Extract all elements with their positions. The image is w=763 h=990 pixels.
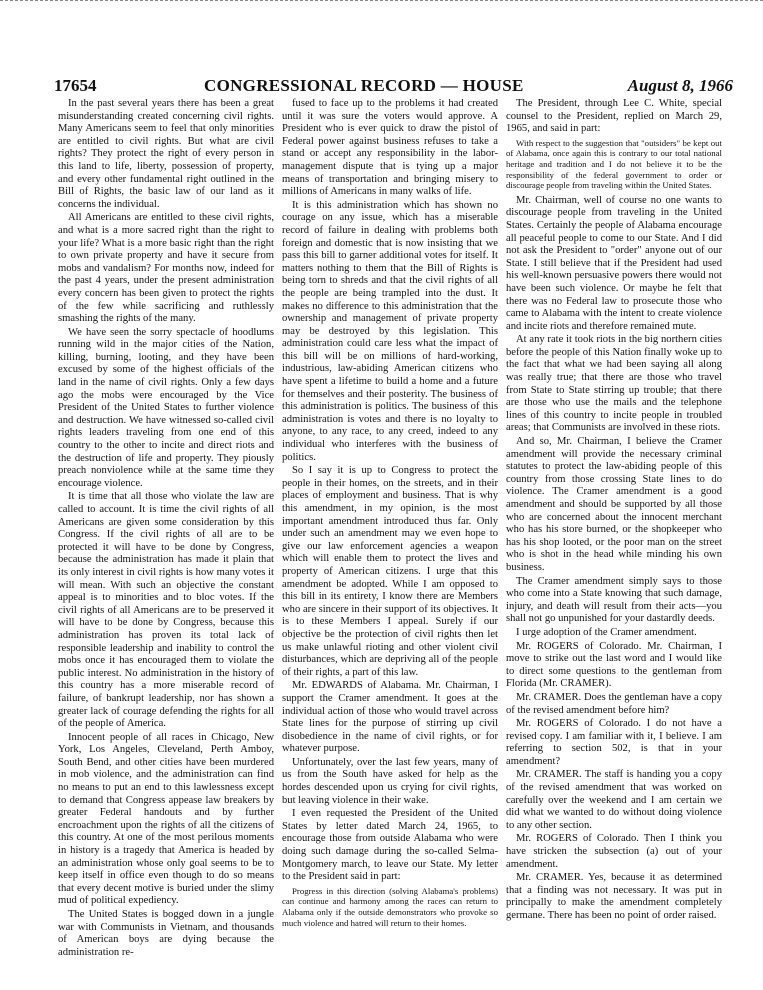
paragraph: Mr. CRAMER. Yes, because it as determined that a finding was not necessary. It was put in principally to make the amendment completely germane. There has been no point of order raised. [506, 872, 722, 921]
paragraph: We have seen the sorry spectacle of hoodlums running wild in the major cities of the Nation, killing, burning, looting, and they have been excused by some of the highest officials of the land in the name of civil rights. Only a few days ago the mobs were encouraged by the Vice President of the United States to further violence and destruction. We have witnessed so-called civil rights leaders traveling from one end of this country to the other to incite and direct riots and the destruction of life and property. They piously preach nonviolence while at the same time they encourage violence. [58, 326, 274, 489]
paragraph: Mr. CRAMER. The staff is handing you a copy of the revised amendment that was worked on carefully over the weekend and I am certain we did what we wanted to do without doing violence to any other section. [506, 769, 722, 831]
paragraph: And so, Mr. Chairman, I believe the Cramer amendment will provide the necessary criminal statutes to protect the law-abiding people of this country from those crossing State lines to do violence. The Cramer amendment is a good amendment and should be supported by all those who are concerned about the innocent merchant who has his store burned, or the shopkeeper who has his shop looted, or the poor man on the street who is shot in the head while minding his own business. [506, 436, 722, 573]
paragraph: Mr. Chairman, well of course no one wants to discourage people from traveling in the United States. Certainly the people of Alabama encourage all peaceful people to come to our State. And I did not ask the President to "order" anyone out of our State. I still believe that if the President had used his well-known persuasive powers there would not have been such violence. Or maybe he felt that there was no Federal law to prosecute those who came to Alabama with the intent to create violence and incite riots and therefore remained mute. [506, 194, 722, 332]
page-date: August 8, 1966 [627, 76, 733, 95]
paragraph: In the past several years there has been a great misunderstanding created concerning civil rights. Many Americans seem to feel that only minorities are entitled to civil rights. But what are civil rights? They protect the right of every person in this land to life, liberty, possession of property, and every other fundamental right outlined in the Bill of Rights, the basic law of our land as it concerns the individual. [58, 98, 274, 210]
paragraph: The United States is bogged down in a jungle war with Communists in Vietnam, and thousands of American boys are dying because the administration re- [58, 909, 274, 958]
block-quote: With respect to the suggestion that "outsiders" be kept out of Alabama, once again this is contrary to our total national heritage and tradition and I do not believe it to be the responsibility of the federal government to order or discourage people from traveling within the United States. [506, 137, 722, 191]
paragraph: fused to face up to the problems it had created until it was sure the voters would approve. A President who is ever quick to draw the pistol of Federal power against business refuses to take a stand or accept any responsibility in the labor-management dispute that is tying up a major means of transportation and bringing misery to millions of Americans in many walks of life. [282, 98, 498, 198]
paragraph: I even requested the President of the United States by letter dated March 24, 1965, to encourage those from outside Alabama who were doing such damage during the so-called Selma-Montgomery march, to leave our State. My letter to the President said in part: [282, 808, 498, 883]
paragraph: The Cramer amendment simply says to those who come into a State knowing that such damage, injury, and death will result from their acts—you shall not go unpunished for your dastardly deeds. [506, 575, 722, 625]
page-number: 17654 [54, 76, 97, 95]
paragraph: Unfortunately, over the last few years, many of us from the South have asked for help as the hordes descended upon us crying for civil rights, but leaving violence in their wake. [282, 756, 498, 806]
paragraph: Innocent people of all races in Chicago, New York, Los Angeles, Cleveland, Perth Amboy, South Bend, and other cities have been murdered in mob violence, and the administration can find no means to put an end to this lawlessness except to demand that Congress appease law breakers by greater Federal handouts and by further encroachment upon the rights of all the citizens of this country. At one of the most perilous moments in history is a tragedy that America is headed by an administration whose only goal seems to be to keep itself in office even though to do so means that every decent motive is buried under the slimy mud of political expediency. [58, 731, 274, 907]
paragraph: It is this administration which has shown no courage on any issue, which has a miserable record of failure in dealing with problems both foreign and domestic that is now insisting that we pass this bill to garner additional votes for itself. It matters nothing to them that the Bill of Rights is being torn to shreds and that the civil rights of all the people are being trampled into the dust. It makes no difference to this administration that the ownership and management of private property may be destroyed by this legislation. This administration could care less what the impact of this bill will be on millions of hard-working, industrious, law-abiding American citizens who have spent a lifetime to build a home and a future for themselves and their posterity. The business of this administration is politics. The business of this administration is votes and there is no loyalty to anyone, to any race, to any creed, indeed to any individual who interferes with the business of politics. [282, 199, 498, 463]
paragraph: Mr. ROGERS of Colorado. Mr. Chairman, I move to strike out the last word and I would like to direct some questions to the gentleman from Florida (Mr. CRAMER). [506, 640, 722, 690]
paragraph: All Americans are entitled to these civil rights, and what is a more sacred right than the right to your life? What is a more basic right than the right to own private property and have it secure from mobs and vandalism? For months now, indeed for the past 4 years, under the present administration every concern has been given to protect the rights of the few while sacrificing and ruthlessly smashing the rights of the many. [58, 212, 274, 325]
column-1 [58, 98, 274, 978]
paragraph: The President, through Lee C. White, special counsel to the President, replied on March 29, 1965, and said in part: [506, 98, 722, 135]
page-header [54, 76, 733, 98]
page-title: CONGRESSIONAL RECORD — HOUSE [204, 76, 524, 95]
column-3 [506, 98, 722, 978]
block-quote: Progress in this direction (solving Alabama's problems) can continue and harmony among the races can return to Alabama only if the outside demonstrators who provoke so much violence and hatred will return to their homes. [282, 885, 498, 928]
paragraph: Mr. ROGERS of Colorado. Then I think you have stricken the subsection (a) out of your amendment. [506, 833, 722, 870]
paragraph: Mr. EDWARDS of Alabama. Mr. Chairman, I support the Cramer amendment. It goes at the individual action of those who would travel across State lines for the purpose of stirring up civil disobedience in the name of civil rights, or for whatever purpose. [282, 680, 498, 755]
paragraph: It is time that all those who violate the law are called to account. It is time the civil rights of all Americans are given some consideration by this Congress. If the civil rights of all are to be protected it will have to be done by Congress, because the administration has made it plain that its only interest in civil rights is how many votes it will mean. With such an objective the constant appeal is to minorities and to bloc votes. If the civil rights of all Americans are to be preserved it will have to be done by Congress, because this administration has proven its total lack of responsible leadership and inability to control the mobs once it has encouraged them to violate the public interest. No administration in the history of this country has a more miserable record of failure, of bankrupt leadership, nor has shown a greater lack of courage defending the rights for all of the people of America. [58, 491, 274, 730]
paragraph: At any rate it took riots in the big northern cities before the people of this Nation finally woke up to the fact that what we had been saying all along was really true; that there are those who travel from State to State stirring up trouble; that there are those who use the mails and the telephone lines of this country to incite people in troubled areas; that Communists are involved in these riots. [506, 334, 722, 434]
paragraph: So I say it is up to Congress to protect the people in their homes, on the streets, and in their places of employment and business. That is why this amendment, in my opinion, is the most important amendment introduced thus far. Only under such an amendment may we even hope to give our law enforcement agencies a weapon which will enable them to protect the lives and property of American citizens. I urge that this amendment be adopted. While I am opposed to this bill in its entirety, I know there are Members who are sincere in their support of its objectives. It is to these Members I appeal. Surely if our objective be the protection of civil rights then let us make unlawful rioting and other violent civil disturbances, which are depriving all of the people of their rights, a part of this law. [282, 465, 498, 678]
top-rule [0, 0, 763, 7]
column-2 [282, 98, 498, 978]
paragraph: I urge adoption of the Cramer amendment. [516, 626, 697, 638]
paragraph: Mr. CRAMER. Does the gentleman have a copy of the revised amendment before him? [506, 691, 722, 716]
paragraph: Mr. ROGERS of Colorado. I do not have a revised copy. I am familiar with it, I believe. I am referring to section 502, is that in your amendment? [506, 718, 722, 767]
